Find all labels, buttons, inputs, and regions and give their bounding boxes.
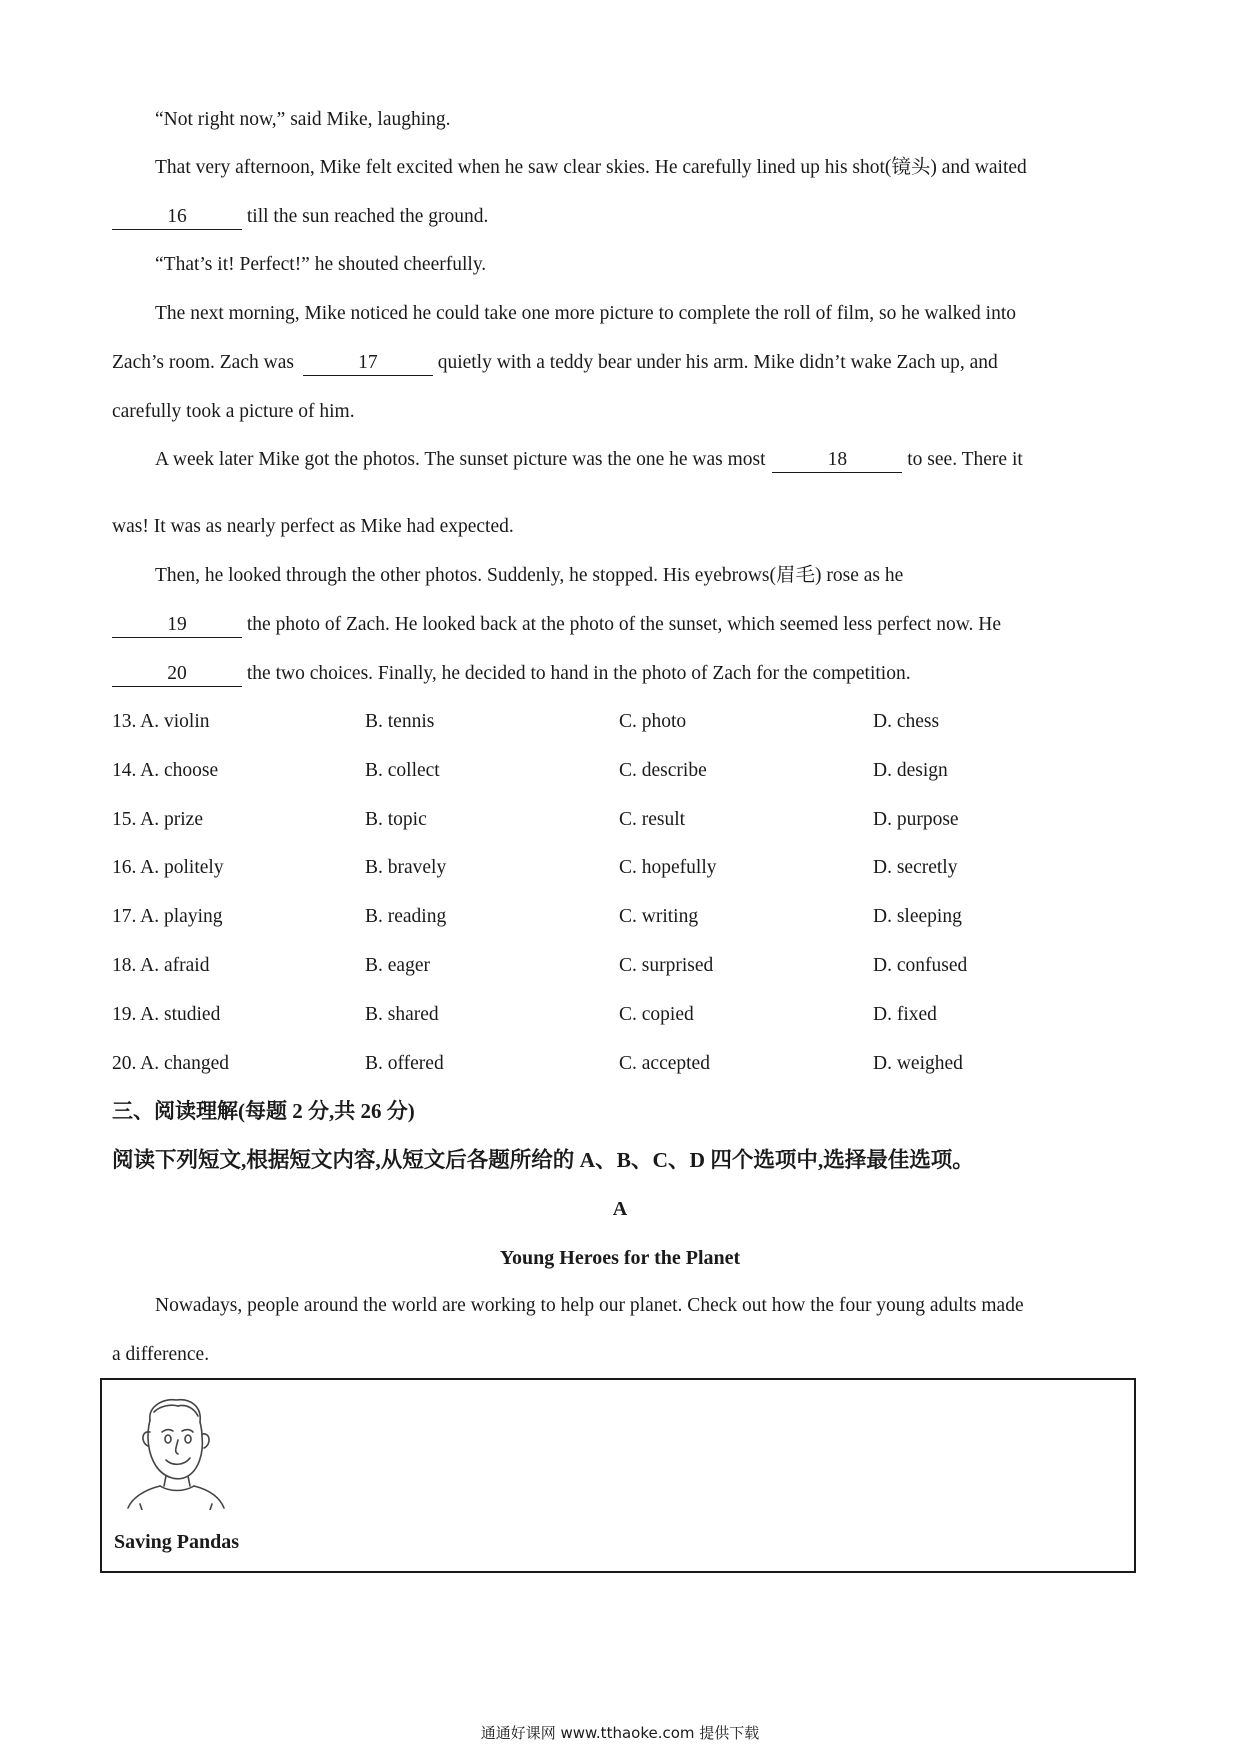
option-17-a: 17. A. playing (112, 906, 223, 927)
passage-text: the two choices. Finally, he decided to hand in the photo of Zach for the competition. (246, 663, 911, 684)
option-17-d: D. sleeping (873, 906, 962, 927)
option-17-b: B. reading (365, 906, 447, 927)
option-16-b: B. bravely (365, 857, 447, 878)
passage-line: That very afternoon, Mike felt excited when he saw clear skies. He carefully lined up his shot(镜头) and waited (155, 157, 1027, 178)
option-18-c: C. surprised (619, 955, 714, 976)
passage-text: Zach’s room. Zach was (112, 352, 294, 373)
passage-letter: A (612, 1198, 628, 1220)
blank-17: 17 (303, 353, 433, 376)
option-18-d: D. confused (873, 955, 968, 976)
hero-box (100, 1378, 1136, 1573)
option-16-d: D. secretly (873, 857, 958, 878)
passage-text: the photo of Zach. He looked back at the photo of the sunset, which seemed less perfect now. He (246, 614, 1002, 635)
option-20-a: 20. A. changed (112, 1053, 229, 1074)
boy-portrait-icon (120, 1392, 232, 1510)
option-16-c: C. hopefully (619, 857, 717, 878)
passage-line: carefully took a picture of him. (112, 401, 355, 422)
option-15-a: 15. A. prize (112, 809, 203, 830)
passage-line (112, 664, 911, 684)
option-18-b: B. eager (365, 955, 430, 976)
passage-text: till the sun reached the ground. (246, 206, 489, 227)
passage-line (112, 207, 488, 227)
option-19-d: D. fixed (873, 1004, 937, 1025)
option-20-d: D. weighed (873, 1053, 963, 1074)
passage-line (112, 615, 1001, 635)
option-13-c: C. photo (619, 711, 687, 732)
blank-16: 16 (112, 207, 242, 230)
passage-line (155, 450, 1023, 470)
option-15-b: B. topic (365, 809, 427, 830)
passage-line: “Not right now,” said Mike, laughing. (155, 109, 451, 130)
option-14-d: D. design (873, 760, 948, 781)
option-18-a: 18. A. afraid (112, 955, 210, 976)
option-20-c: C. accepted (619, 1053, 710, 1074)
option-19-a: 19. A. studied (112, 1004, 221, 1025)
option-14-a: 14. A. choose (112, 760, 219, 781)
option-15-c: C. result (619, 809, 686, 830)
passage-text: quietly with a teddy bear under his arm. Mike didn’t wake Zach up, and (437, 352, 998, 373)
option-20-b: B. offered (365, 1053, 444, 1074)
option-19-c: C. copied (619, 1004, 694, 1025)
passage-title: Young Heroes for the Planet (499, 1247, 741, 1269)
section-heading: 三、阅读理解(每题 2 分,共 26 分) (112, 1099, 415, 1123)
passage-line (112, 353, 998, 373)
intro-line: Nowadays, people around the world are working to help our planet. Check out how the four young adults made (155, 1295, 1024, 1316)
option-14-b: B. collect (365, 760, 440, 781)
box-title: Saving Pandas (114, 1531, 240, 1553)
passage-line: “That’s it! Perfect!” he shouted cheerfully. (155, 254, 487, 275)
option-13-d: D. chess (873, 711, 940, 732)
option-16-a: 16. A. politely (112, 857, 224, 878)
option-13-a: 13. A. violin (112, 711, 210, 732)
blank-20: 20 (112, 664, 242, 687)
blank-18: 18 (772, 450, 902, 473)
option-14-c: C. describe (619, 760, 707, 781)
passage-line: The next morning, Mike noticed he could take one more picture to complete the roll of film, so he walked into (155, 303, 1017, 324)
intro-line: a difference. (112, 1344, 210, 1365)
section-instruction: 阅读下列短文,根据短文内容,从短文后各题所给的 A、B、C、D 四个选项中,选择最佳选项。 (112, 1148, 974, 1172)
option-19-b: B. shared (365, 1004, 439, 1025)
option-17-c: C. writing (619, 906, 699, 927)
blank-19: 19 (112, 615, 242, 638)
passage-text: to see. There it (907, 449, 1023, 470)
passage-line: Then, he looked through the other photos. Suddenly, he stopped. His eyebrows(眉毛) rose as he (155, 565, 904, 586)
option-15-d: D. purpose (873, 809, 959, 830)
passage-text: A week later Mike got the photos. The sunset picture was the one he was most (155, 449, 766, 470)
option-13-b: B. tennis (365, 711, 435, 732)
footer-text: 通通好课网 www.tthaoke.com 提供下载 (480, 1724, 760, 1742)
passage-line: was! It was as nearly perfect as Mike had expected. (112, 516, 514, 537)
